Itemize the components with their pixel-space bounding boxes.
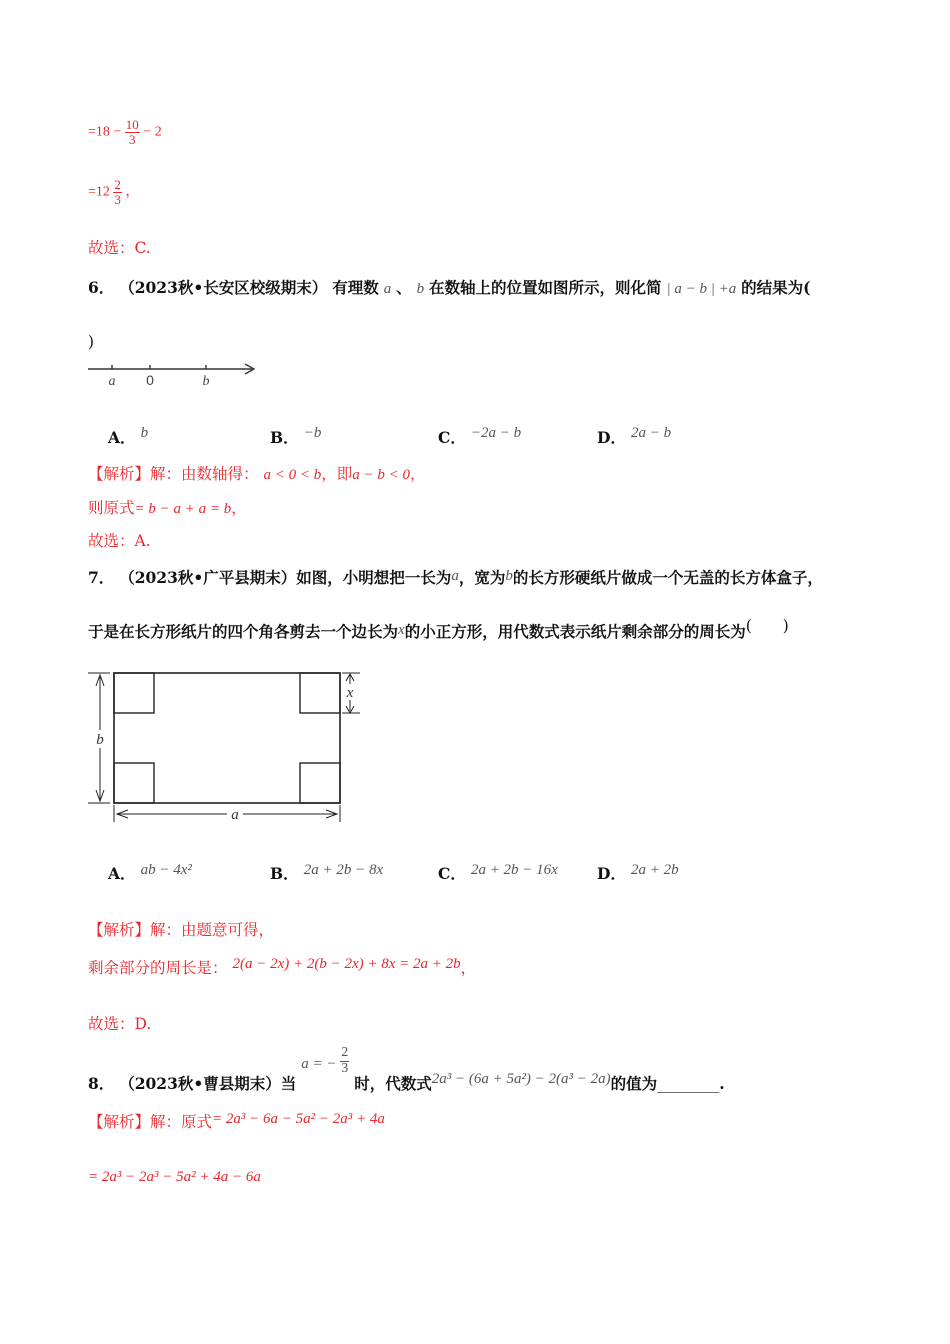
q8-stem: 8． （2023秋•曹县期末）当 a = − $\frac{2}{3}$ 时，代数式2a³ − (6a + 5a²) − 2(a³ − 2a)的值为________. <box>88 1045 725 1093</box>
q5-fraction-2: $\frac{2}{3}$ <box>114 177 121 207</box>
figure-label-a: a <box>231 807 239 823</box>
q7-conclusion: 故选：D. <box>88 1015 152 1033</box>
paper-rectangle <box>114 673 340 803</box>
axis-label-b: b <box>202 374 210 389</box>
axis-label-a: a <box>108 374 116 389</box>
q8-analysis-line-1: 【解析】解：原式= 2a³ − 6a − 5a² − 2a³ + 4a <box>88 1111 385 1131</box>
corner-square-top-right <box>300 673 340 713</box>
q6-close-paren: ) <box>88 333 95 351</box>
q6-option-c[interactable]: C． −2a − b <box>438 425 522 447</box>
axis-label-zero: 0 <box>146 372 154 388</box>
q6-option-b[interactable]: B． −b <box>270 425 322 447</box>
q8-condition: a = − $\frac{2}{3}$ <box>301 1045 349 1076</box>
q5-step-line-1: =18 − $\frac{10}{3}$ − 2 <box>88 117 162 147</box>
q7-stem-line-2: 于是在长方形纸片的四个角各剪去一个边长为x的小正方形，用代数式表示纸片剩余部分的周长为( ) <box>88 617 789 641</box>
q8-answer-blank[interactable]: ________ <box>657 1075 720 1093</box>
q7-stem-line-1: 7． （2023秋•广平县期末）如图，小明想把一长为a，宽为b的长方形硬纸片做成一个无盖的长方体盒子， <box>88 568 823 587</box>
q7-analysis-line-2: 剩余部分的周长是： 2(a − 2x) + 2(b − 2x) + 8x = 2a + 2b， <box>88 956 477 977</box>
q6-stem: 6． （2023秋•长安区校级期末） 有理数 a 、 b 在数轴上的位置如图所示，则化简 | a − b | +a 的结果为( <box>88 278 811 297</box>
q7-analysis-line-1: 【解析】解：由题意可得， <box>88 921 275 939</box>
q6-analysis-line-1: 【解析】解：由数轴得： a < 0 < b，即a − b < 0， <box>88 465 426 483</box>
q6-option-a[interactable]: A． b <box>108 425 149 447</box>
q7-rectangle-figure <box>86 666 366 826</box>
q5-step-line-2: =12 $\frac{2}{3}$ ， <box>88 177 140 207</box>
corner-square-bottom-left <box>114 763 154 803</box>
figure-label-x: x <box>346 685 354 701</box>
q6-conclusion: 故选：A. <box>88 532 151 550</box>
q7-option-c[interactable]: C． 2a + 2b − 16x <box>438 862 558 883</box>
q6-option-d[interactable]: D． 2a − b <box>597 425 672 447</box>
q5-conclusion: 故选：C. <box>88 239 151 257</box>
q7-option-d[interactable]: D． 2a + 2b <box>597 862 679 883</box>
q7-option-a[interactable]: A． ab − 4x² <box>108 862 192 883</box>
q7-option-b[interactable]: B． 2a + 2b − 8x <box>270 862 384 883</box>
corner-square-bottom-right <box>300 763 340 803</box>
figure-label-b: b <box>96 732 104 748</box>
q6-number-line <box>86 358 261 392</box>
q5-fraction-1: $\frac{10}{3}$ <box>125 117 139 147</box>
q8-analysis-line-2: = 2a³ − 2a³ − 5a² + 4a − 6a <box>88 1169 261 1185</box>
corner-square-top-left <box>114 673 154 713</box>
q6-analysis-line-2: 则原式= b − a + a = b， <box>88 499 247 517</box>
